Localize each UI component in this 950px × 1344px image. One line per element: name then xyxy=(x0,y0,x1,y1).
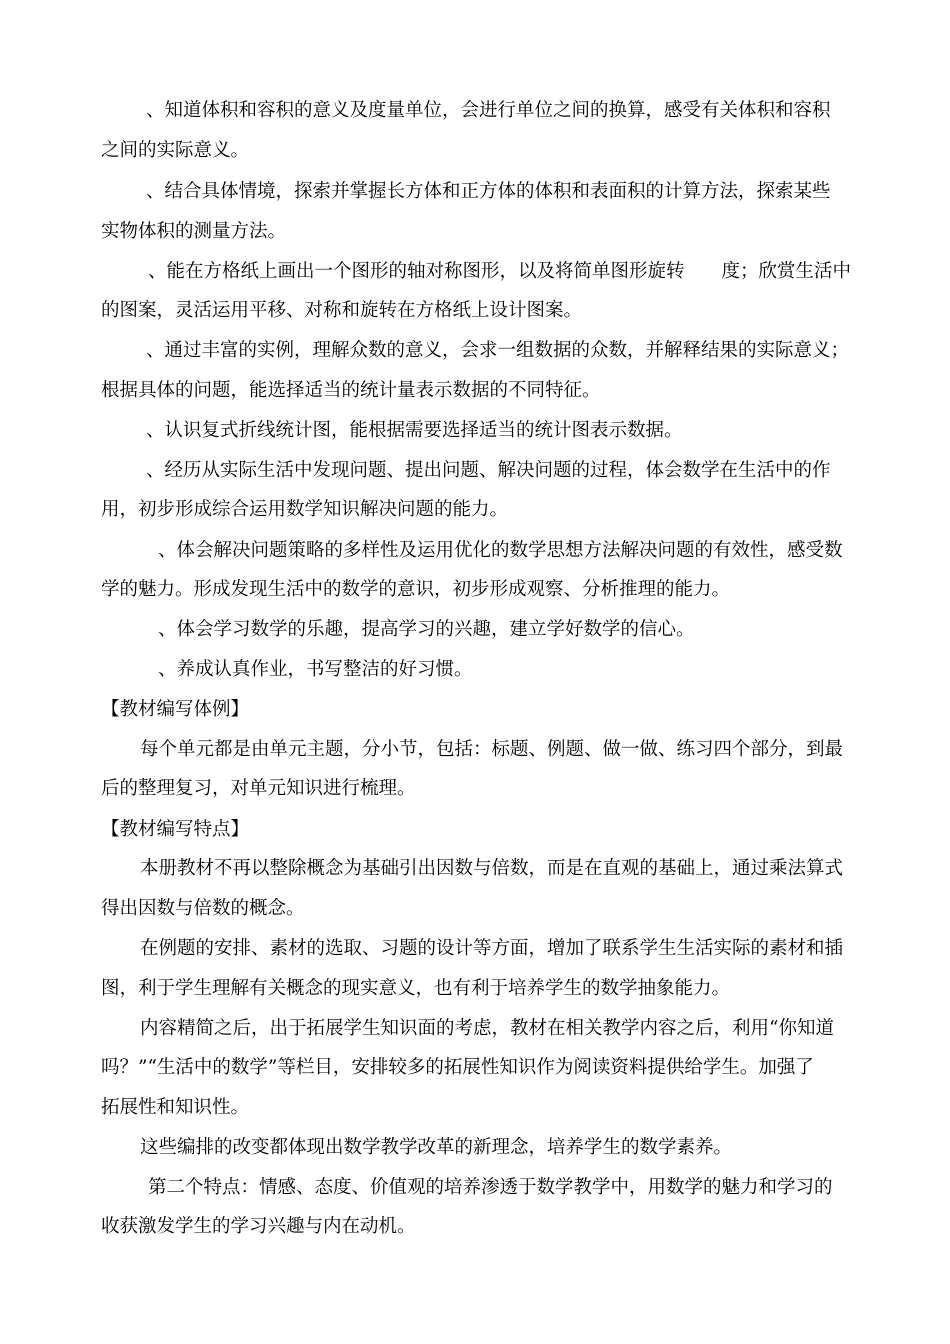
text-line-2: 之间的实际意义。 xyxy=(101,140,250,161)
text-line-13: 学的魅力。形成发现生活中的数学的意识，初步形成观察、分析推理的能力。 xyxy=(101,579,731,600)
text-line-6: 的图案，灵活运用平移、对称和旋转在方格纸上设计图案。 xyxy=(101,300,583,321)
text-line-21: 得出因数与倍数的概念。 xyxy=(101,898,305,919)
text-line-7: 、通过丰富的实例，理解众数的意义，会求一组数据的众数，并解释结果的实际意义； xyxy=(146,340,850,361)
text-line-14: 、体会学习数学的乐趣，提高学习的兴趣，建立学好数学的信心。 xyxy=(158,619,695,640)
text-line-8: 根据具体的问题，能选择适当的统计量表示数据的不同特征。 xyxy=(101,380,601,401)
text-line-15: 、养成认真作业，书写整洁的好习惯。 xyxy=(158,659,473,680)
text-line-10: 、经历从实际生活中发现问题、提出问题、解决问题的过程，体会数学在生活中的作 xyxy=(146,460,831,481)
section-heading-compilation-features: 【教材编写特点】 xyxy=(101,819,250,840)
text-line-28: 第二个特点：情感、态度、价值观的培养渗透于数学教学中，用数学的魅力和学习的 xyxy=(148,1177,833,1198)
text-line-4: 实物体积的测量方法。 xyxy=(101,221,287,242)
text-line-12: 、体会解决问题策略的多样性及运用优化的数学思想方法解决问题的有效性，感受数 xyxy=(158,540,843,561)
text-line-26: 拓展性和知识性。 xyxy=(101,1097,250,1118)
text-line-11: 用，初步形成综合运用数学知识解决问题的能力。 xyxy=(101,499,509,520)
text-line-23: 图，利于学生理解有关概念的现实意义，也有利于培养学生的数学抽象能力。 xyxy=(101,978,731,999)
text-line-20: 本册教材不再以整除概念为基础引出因数与倍数，而是在直观的基础上，通过乘法算式 xyxy=(140,858,844,879)
text-line-9: 、认识复式折线统计图，能根据需要选择适当的统计图表示数据。 xyxy=(146,420,683,441)
text-line-3: 、结合具体情境，探索并掌握长方体和正方体的体积和表面积的计算方法，探索某些 xyxy=(146,181,831,202)
text-line-5: 、能在方格纸上画出一个图形的轴对称图形，以及将简单图形旋转 度；欣赏生活中 xyxy=(148,261,852,282)
text-line-29: 收获激发学生的学习兴趣与内在动机。 xyxy=(101,1216,416,1237)
text-line-27: 这些编排的改变都体现出数学教学改革的新理念，培养学生的数学素养。 xyxy=(140,1137,733,1158)
text-line-1: 、知道体积和容积的意义及度量单位，会进行单位之间的换算，感受有关体积和容积 xyxy=(146,100,831,121)
text-line-25: 吗？”“生活中的数学”等栏目，安排较多的拓展性知识作为阅读资料提供给学生。加强了 xyxy=(101,1057,814,1078)
text-line-24: 内容精简之后，出于拓展学生知识面的考虑，教材在相关教学内容之后，利用“你知道 xyxy=(140,1018,834,1039)
text-line-22: 在例题的安排、素材的选取、习题的设计等方面，增加了联系学生生活实际的素材和插 xyxy=(140,938,844,959)
text-line-17: 每个单元都是由单元主题，分小节，包括：标题、例题、做一做、练习四个部分，到最 xyxy=(140,739,844,760)
text-line-18: 后的整理复习，对单元知识进行梳理。 xyxy=(101,778,416,799)
section-heading-compilation-format: 【教材编写体例】 xyxy=(101,699,250,720)
